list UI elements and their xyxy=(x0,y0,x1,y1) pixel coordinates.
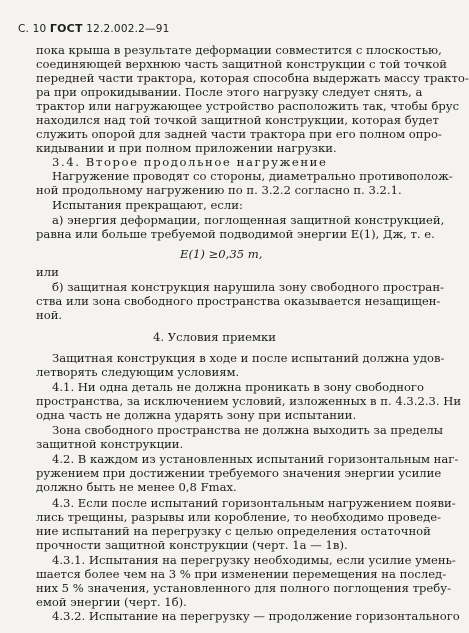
text-line: 4.2. В каждом из установленных испытаний горизонтальным наг- xyxy=(52,452,459,466)
text-line: летворять следующим условиям. xyxy=(36,365,240,379)
page-header xyxy=(18,22,169,35)
section-subheading: 3.4. Второе продольное нагружение xyxy=(52,155,328,169)
text-line: ства или зона свободного пространства оказывается незащищен- xyxy=(36,294,441,308)
text-line: находился над той точкой защитной конструкции, которая будет xyxy=(36,113,439,127)
text-line: 4.3. Если после испытаний горизонтальным нагружением появи- xyxy=(52,496,456,510)
text-line: Защитная конструкция в ходе и после испытаний должна удов- xyxy=(52,351,445,365)
text-line: пространства, за исключением условий, изложенных в п. 4.3.2.3. Ни xyxy=(36,394,462,408)
text-line: Нагружение проводят со стороны, диаметрально противополож- xyxy=(52,169,453,183)
text-line: ра при опрокидывании. После этого нагрузку следует снять, а xyxy=(36,85,423,99)
text-line: 4.3.2. Испытание на перегрузку — продолжение горизонтального xyxy=(52,609,460,623)
text-line: прочности защитной конструкции (черт. 1а — 1в). xyxy=(36,538,348,552)
text-line: равна или больше требуемой подводимой энергии E(1), Дж, т. е. xyxy=(36,227,435,241)
text-line: или xyxy=(36,265,59,279)
text-line: одна часть не должна ударять зону при испытании. xyxy=(36,408,357,422)
text-line: ной. xyxy=(36,308,63,322)
standard-number: 12.2.002.2—91 xyxy=(86,23,170,35)
text-line: ние испытаний на перегрузку с целью определения остаточной xyxy=(36,524,431,538)
text-line: передней части трактора, которая способна выдержать массу тракто- xyxy=(36,71,469,85)
text-line: лись трещины, разрывы или коробление, то необходимо проведе- xyxy=(36,510,442,524)
text-line: емой энергии (черт. 1б). xyxy=(36,595,187,609)
text-line: защитной конструкции. xyxy=(36,437,184,451)
formula: E(1) ≥0,35 m, xyxy=(180,247,263,261)
text-line: служить опорой для задней части трактора при его полном опро- xyxy=(36,127,442,141)
page-number: С. 10 xyxy=(18,23,47,35)
text-line: б) защитная конструкция нарушила зону свободного простран- xyxy=(52,280,444,294)
text-line: а) энергия деформации, поглощенная защитной конструкцией, xyxy=(52,213,445,227)
text-line: шается более чем на 3 % при изменении перемещения на послед- xyxy=(36,567,447,581)
text-line: ружением при достижении требуемого значения энергии усилие xyxy=(36,466,442,480)
text-line: соединяющей верхнюю часть защитной конструкции с той точкой xyxy=(36,57,448,71)
text-line: пока крыша в результате деформации совместится с плоскостью, xyxy=(36,43,442,57)
text-line: трактор или нагружающее устройство расположить так, чтобы брус xyxy=(36,99,460,113)
text-line: 4.3.1. Испытания на перегрузку необходимы, если усилие умень- xyxy=(52,553,456,567)
text-line: ной продольному нагружению по п. 3.2.2 согласно п. 3.2.1. xyxy=(36,183,402,197)
text-line: Испытания прекращают, если: xyxy=(52,198,243,212)
text-line: 4.1. Ни одна деталь не должна проникать в зону свободного xyxy=(52,380,424,394)
text-line: кидывании и при полном приложении нагрузки. xyxy=(36,141,337,155)
text-line: Зона свободного пространства не должна выходить за пределы xyxy=(52,423,444,437)
text-line: них 5 % значения, установленного для полного поглощения требу- xyxy=(36,581,452,595)
section-heading: 4. Условия приемки xyxy=(153,330,276,344)
standard-label: ГОСТ xyxy=(49,22,83,35)
text-line: должно быть не менее 0,8 Fmax. xyxy=(36,480,237,494)
